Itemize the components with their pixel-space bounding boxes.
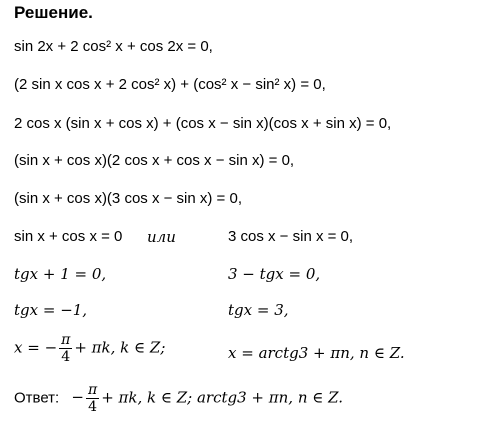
case-left-4: x = − $\frac{\pi}{4}$ + πk, k ∈ Z; xyxy=(14,332,166,365)
solution-title: Решение. xyxy=(14,3,93,22)
case-left-3: tgx = −1, xyxy=(14,301,88,319)
equation-line-1: sin 2x + 2 cos² x + cos 2x = 0, xyxy=(14,38,213,55)
case-right-2: 3 − tgx = 0, xyxy=(228,265,321,283)
answer-label: Ответ: xyxy=(14,389,60,407)
case-left-2: tgx + 1 = 0, xyxy=(14,265,107,283)
answer-line: Ответ: − $\frac{\pi}{4}$ + πk, k ∈ Z; arctg3 + πn, n ∈ Z. xyxy=(14,382,344,415)
equation-line-2: (2 sin x cos x + 2 cos² x) + (cos² x − sin² x) = 0, xyxy=(14,76,326,93)
case-right-3: tgx = 3, xyxy=(228,301,289,319)
answer-pi-over-4-fraction: $\frac{\pi}{4}$ xyxy=(87,382,98,415)
equation-line-5: (sin x + cos x)(3 cos x − sin x) = 0, xyxy=(14,190,242,207)
equation-line-3: 2 cos x (sin x + cos x) + (cos x − sin x)(cos x + sin x) = 0, xyxy=(14,115,392,132)
case-left-1: sin x + cos x = 0 xyxy=(14,228,123,245)
equation-line-4: (sin x + cos x)(2 cos x + cos x − sin x) = 0, xyxy=(14,152,295,169)
case-right-4: x = arctg3 + πn, n ∈ Z. xyxy=(228,344,405,362)
case-right-1: 3 cos x − sin x = 0, xyxy=(228,228,354,245)
or-word: или xyxy=(147,228,176,246)
pi-over-4-fraction: $\frac{\pi}{4}$ xyxy=(61,332,71,365)
